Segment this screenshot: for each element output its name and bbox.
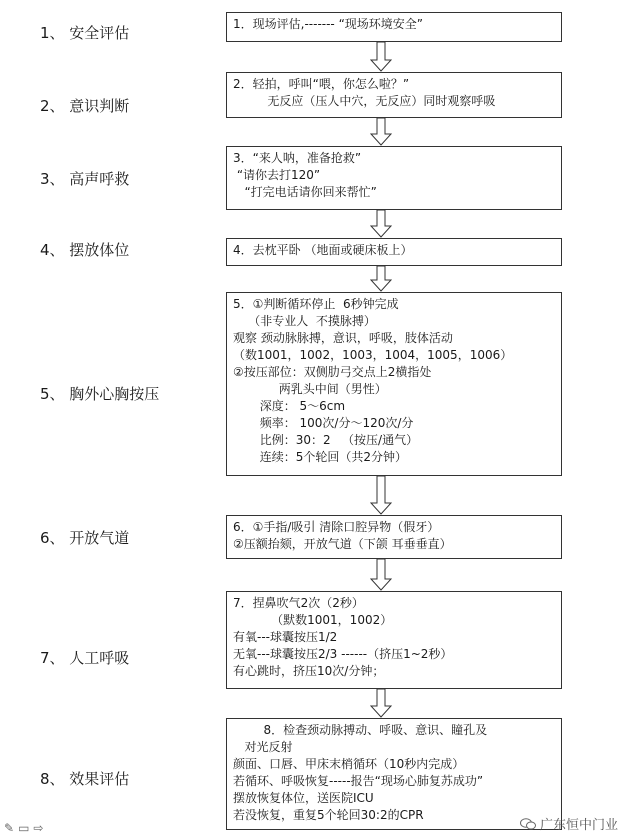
step-2-label: 2、 意识判断 (40, 97, 130, 115)
box-line: 颜面、口唇、甲床末梢循环（10秒内完成） (233, 757, 465, 771)
box-line: 1．现场评估,------- “现场环境安全” (233, 17, 424, 31)
box-line: 对光反射 (233, 740, 293, 754)
box-line: （默数1001，1002） (233, 613, 393, 627)
box-line: 两乳头中间（男性） (233, 382, 387, 396)
step-3-box (226, 146, 562, 210)
box-line: 频率： 100次/分～120次/分 (233, 416, 414, 430)
box-line: 观察 颈动脉脉搏，意识，呼吸，肢体活动 (233, 331, 453, 345)
step-3-label: 3、 高声呼救 (40, 170, 130, 188)
step-7-label: 7、 人工呼吸 (40, 649, 130, 667)
box-line: “打完电话请你回来帮忙” (233, 185, 377, 199)
step-5-label: 5、 胸外心胸按压 (40, 385, 160, 403)
step-1-label: 1、 安全评估 (40, 24, 130, 42)
box-line: （数1001，1002，1003，1004，1005，1006） (233, 348, 513, 362)
box-line: 无氧---球囊按压2/3 ------（挤压1~2秒） (233, 647, 453, 661)
next-icon[interactable]: ⇨ (33, 821, 48, 835)
box-line: “请你去打120” (233, 168, 321, 182)
down-arrow-icon (370, 42, 392, 72)
box-line: 7．捏鼻吹气2次（2秒） (233, 596, 364, 610)
down-arrow-icon (370, 476, 392, 515)
step-7-box (226, 591, 562, 689)
watermark (520, 814, 618, 833)
step-5-box (226, 292, 562, 476)
down-arrow-icon (370, 689, 392, 718)
down-arrow-icon (370, 266, 392, 292)
box-line: 8．检查颈动脉搏动、呼吸、意识、瞳孔及 (233, 723, 488, 737)
box-line: （非专业人 不摸脉搏） (233, 314, 376, 328)
box-line: 有氧---球囊按压1/2 (233, 630, 338, 644)
step-6-box (226, 515, 562, 559)
box-line: 深度： 5～6cm (233, 399, 346, 413)
step-4-box (226, 238, 562, 266)
step-2-box (226, 72, 562, 118)
box-line: ②按压部位：双侧肋弓交点上2横指处 (233, 365, 432, 379)
box-line: 连续：5个轮回（共2分钟） (233, 450, 407, 464)
box-line: 若循环、呼吸恢复-----报告“现场心肺复苏成功” (233, 774, 484, 788)
box-line: 6．①手指/吸引 清除口腔异物（假牙） (233, 520, 440, 534)
box-line: 有心跳时，挤压10次/分钟； (233, 664, 385, 678)
edit-icon[interactable]: ✎ (4, 821, 19, 835)
box-line: 无反应（压人中穴，无反应）同时观察呼吸 (233, 94, 496, 108)
box-line: 比例：30：2 （按压/通气） (233, 433, 419, 447)
wechat-icon (520, 818, 536, 830)
box-line: ②压额抬颏，开放气道（下颌 耳垂垂直） (233, 537, 452, 551)
box-line: 2．轻拍，呼叫“喂，你怎么啦？” (233, 77, 410, 91)
step-1-box (226, 12, 562, 42)
step-8-box (226, 718, 562, 830)
watermark-text: 广东恒中门业 (539, 818, 618, 833)
box-line: 4．去枕平卧 （地面或硬床板上） (233, 243, 413, 257)
step-8-label: 8、 效果评估 (40, 770, 130, 788)
box-line: 5．①判断循环停止 6秒钟完成 (233, 297, 399, 311)
step-6-label: 6、 开放气道 (40, 529, 130, 547)
slides-icon[interactable]: ▭ (18, 821, 34, 835)
down-arrow-icon (370, 559, 392, 591)
down-arrow-icon (370, 210, 392, 238)
box-line: 3．“来人呐，准备抢救” (233, 151, 362, 165)
box-line: 摆放恢复体位，送医院ICU (233, 791, 374, 805)
box-line: 若没恢复，重复5个轮回30:2的CPR (233, 808, 424, 822)
step-4-label: 4、 摆放体位 (40, 241, 130, 259)
slideshow-controls (4, 821, 47, 835)
down-arrow-icon (370, 118, 392, 146)
